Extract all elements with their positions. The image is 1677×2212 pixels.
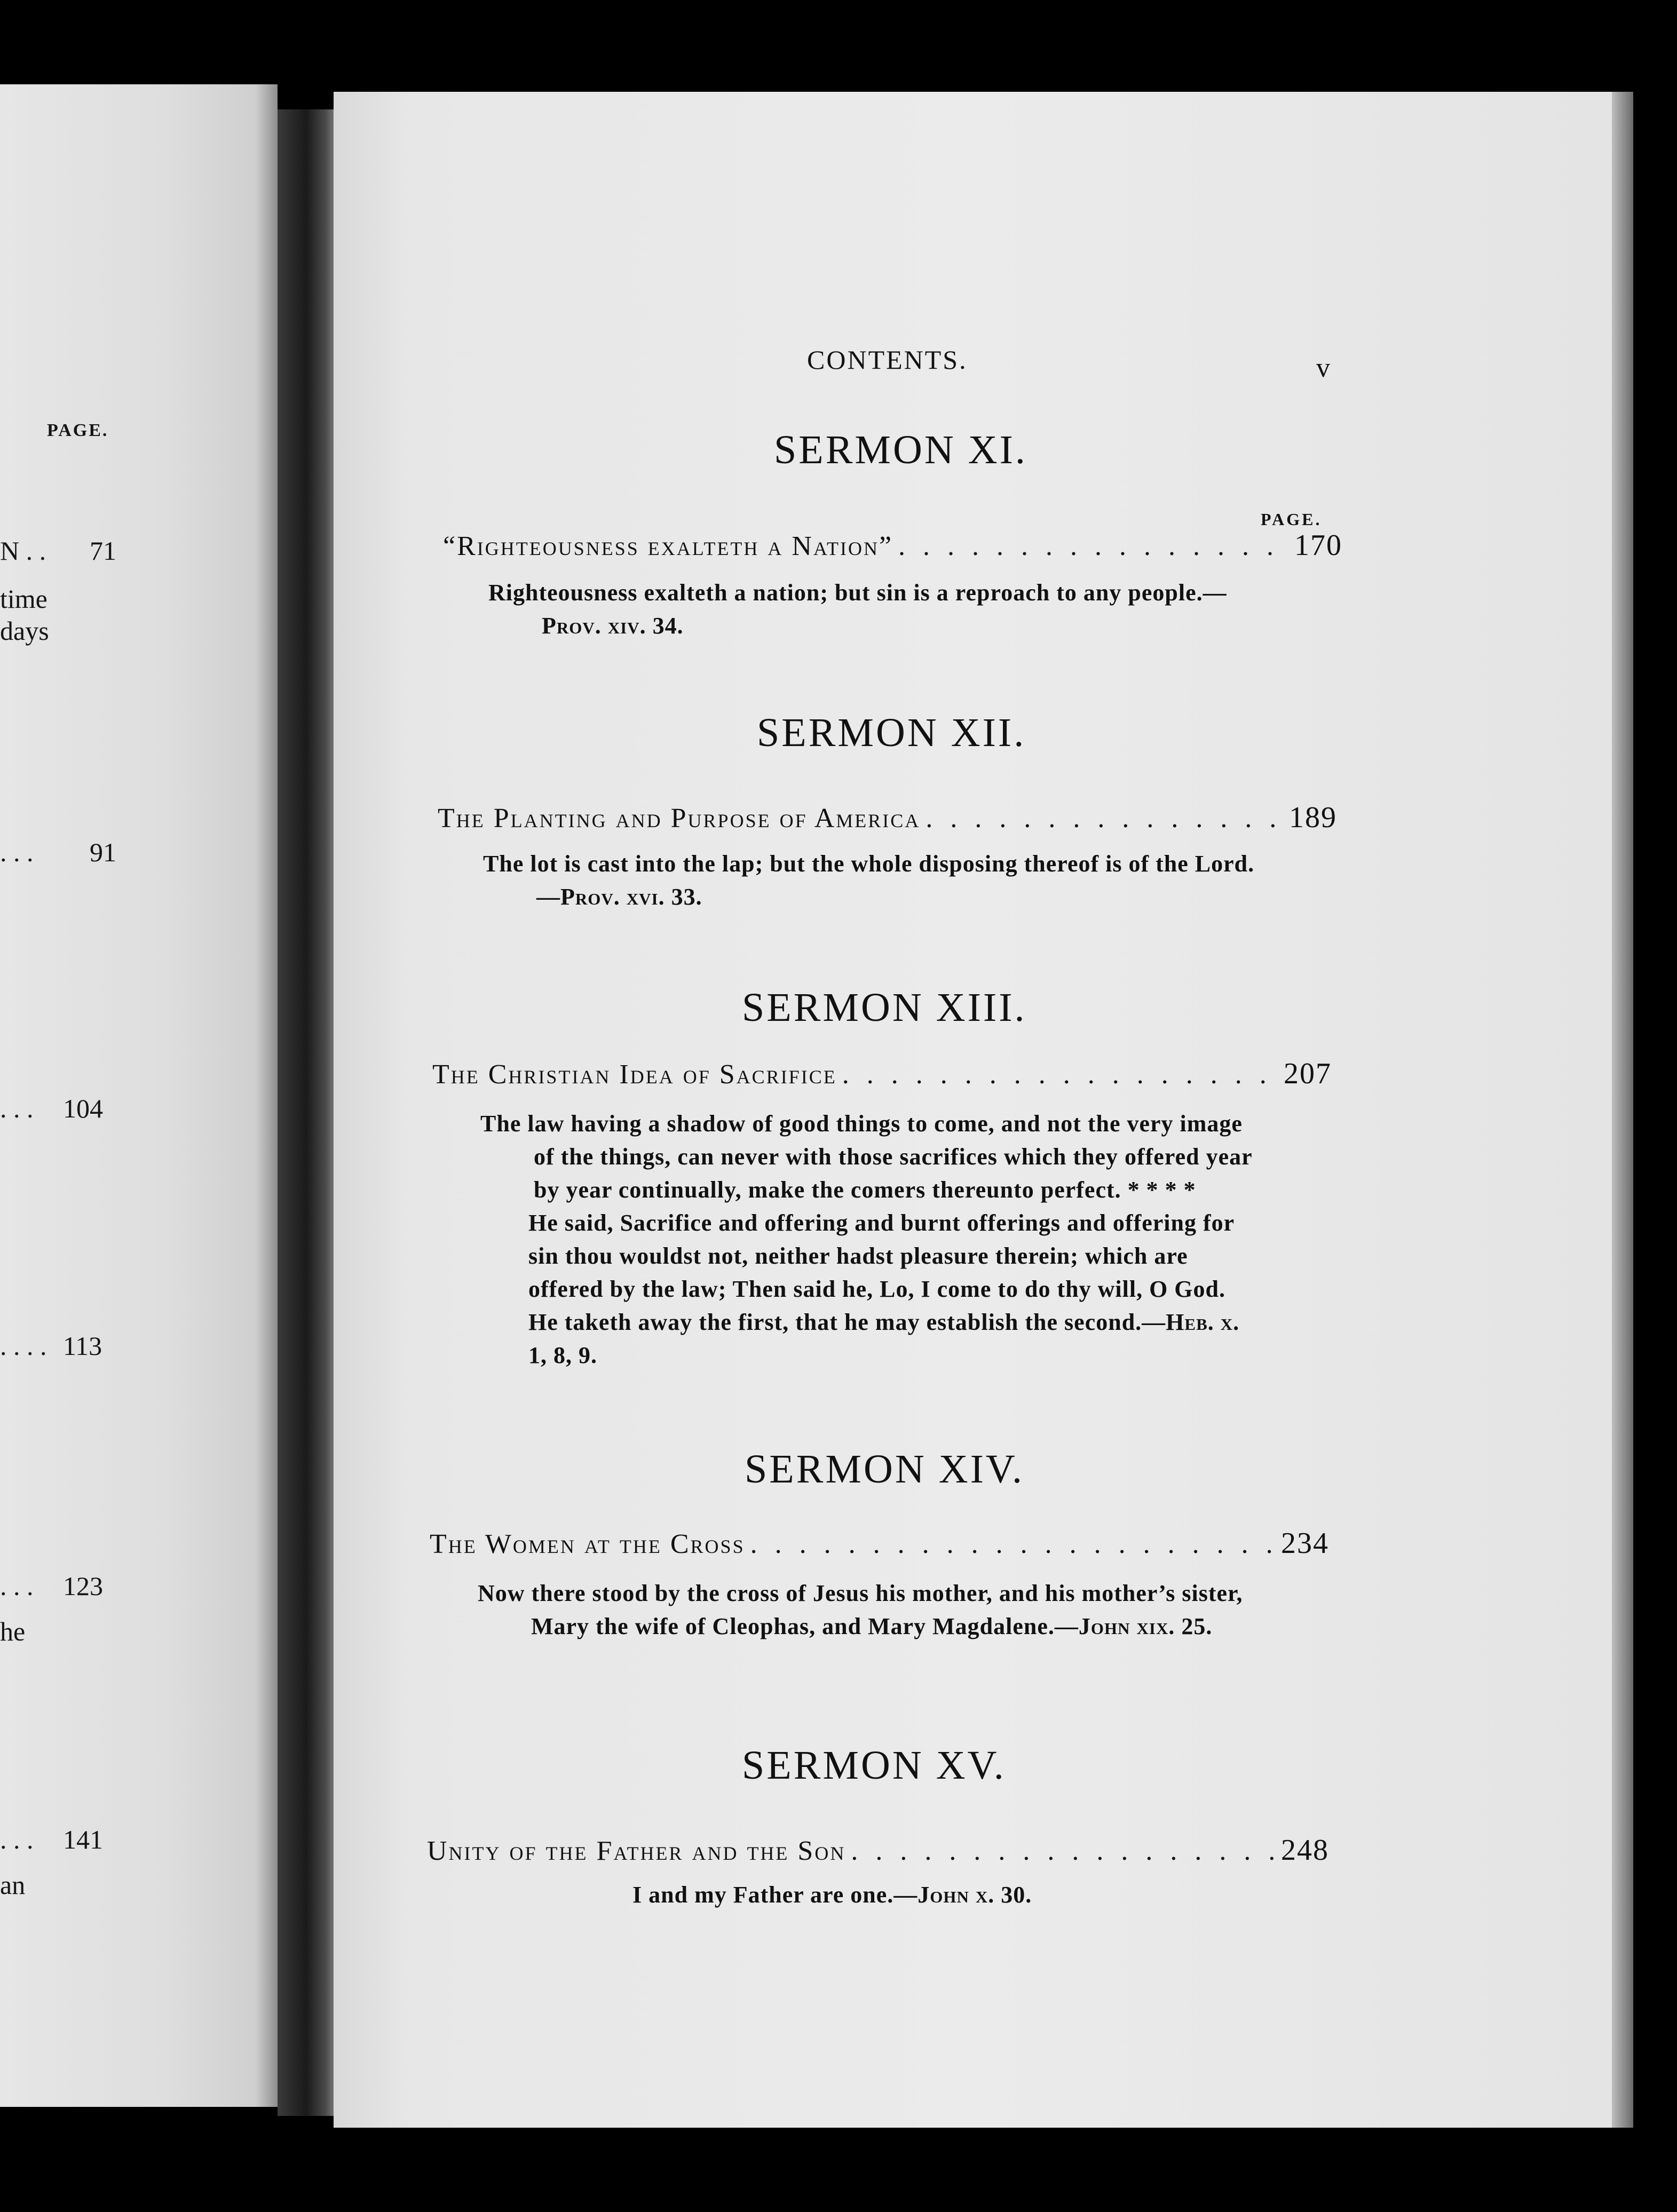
scripture-reference: Prov. xvi. 33. <box>560 884 702 910</box>
contents-entry <box>430 1526 1329 1558</box>
left-line: . . . <box>0 1093 34 1123</box>
scripture-reference: Prov. xiv. 34. <box>542 613 684 639</box>
scripture-reference: Heb. x. 1, 8, 9. <box>528 1309 1240 1368</box>
left-line: . . . <box>0 1571 34 1601</box>
left-page-label: PAGE. <box>47 421 109 440</box>
leader-dots <box>842 1059 1278 1090</box>
left-line: . . . <box>0 1825 34 1854</box>
entry-title: The Planting and Purpose of America <box>438 803 921 834</box>
epigraph-text: The lot is cast into the lap; but the whole disposing thereof is of the Lord.— <box>483 851 1255 910</box>
contents-entry <box>432 1057 1332 1089</box>
epigraph-text: He said, Sacrifice and offering and burnt offerings and offering for sin thou wouldst not, neither hadst pleasure therein; which are offered by the law; Then said he, Lo, I come to do thy will, O God. He taketh away the first, that he may establish the second.— <box>528 1210 1235 1335</box>
contents-entry <box>427 1833 1329 1865</box>
epigraph <box>488 576 1268 643</box>
leader-dots <box>925 803 1284 834</box>
epigraph <box>632 1878 1166 1912</box>
entry-page-number: 170 <box>1294 529 1342 562</box>
left-line: an <box>0 1870 26 1900</box>
entry-page-number: 234 <box>1281 1527 1329 1560</box>
page-edge <box>1612 92 1633 2128</box>
sermon-heading: SERMON XII. <box>757 710 1026 755</box>
sermon-heading: SERMON XI. <box>774 427 1027 472</box>
contents-entry <box>438 800 1337 833</box>
left-line: . . . . <box>0 1331 47 1361</box>
entry-page-number: 207 <box>1284 1057 1332 1090</box>
left-line: . . . <box>0 837 34 867</box>
page-column-label: PAGE. <box>1261 510 1322 529</box>
epigraph-text: The law having a shadow of good things to come, and not the very image of the things, can never with those sacrifices which they offered year by year continually, make the comers thereunto perfect. * * * * <box>480 1111 1252 1203</box>
sermon-heading: SERMON XIII. <box>742 985 1027 1030</box>
left-page-number: 141 <box>63 1825 103 1854</box>
epigraph-text: Now there stood by the cross of Jesus his mother, and his mother’s sister, Mary the wife of Cleophas, and Mary Magdalene.— <box>478 1580 1243 1639</box>
left-line: he <box>0 1616 26 1646</box>
left-page-number: 104 <box>63 1093 103 1123</box>
left-page-number: 71 <box>90 536 116 566</box>
entry-title: The Christian Idea of Sacrifice <box>432 1059 837 1090</box>
entry-title: “Righteousness exalteth a Nation” <box>443 531 893 561</box>
previous-page <box>0 84 278 2107</box>
entry-page-number: 189 <box>1289 801 1337 834</box>
running-head: CONTENTS. <box>807 345 968 375</box>
leader-dots <box>851 1835 1276 1867</box>
left-line: time <box>0 584 48 614</box>
sermon-heading: SERMON XIV. <box>745 1447 1025 1492</box>
epigraph <box>478 1577 1257 1643</box>
book-gutter <box>278 109 342 2116</box>
epigraph <box>480 1107 1260 1372</box>
scripture-reference: John x. 30. <box>917 1882 1032 1908</box>
entry-title: The Women at the Cross <box>430 1529 745 1559</box>
left-page-number: 123 <box>63 1571 103 1601</box>
left-line: N . . <box>0 536 46 566</box>
epigraph <box>483 847 1262 914</box>
epigraph-text: I and my Father are one.— <box>632 1882 918 1908</box>
leader-dots <box>750 1528 1276 1560</box>
epigraph-text: Righteousness exalteth a nation; but sin is a reproach to any people.— <box>488 580 1227 606</box>
left-page-number: 113 <box>63 1331 102 1361</box>
left-page-number: 91 <box>90 837 116 867</box>
entry-page-number: 248 <box>1281 1834 1329 1867</box>
contents-entry <box>443 528 1342 560</box>
left-line: days <box>0 616 49 646</box>
sermon-heading: SERMON XV. <box>742 1743 1006 1788</box>
leader-dots <box>898 530 1289 562</box>
scripture-reference: John xix. 25. <box>1078 1613 1213 1639</box>
entry-title: Unity of the Father and the Son <box>427 1836 846 1866</box>
folio: v <box>1316 353 1330 383</box>
